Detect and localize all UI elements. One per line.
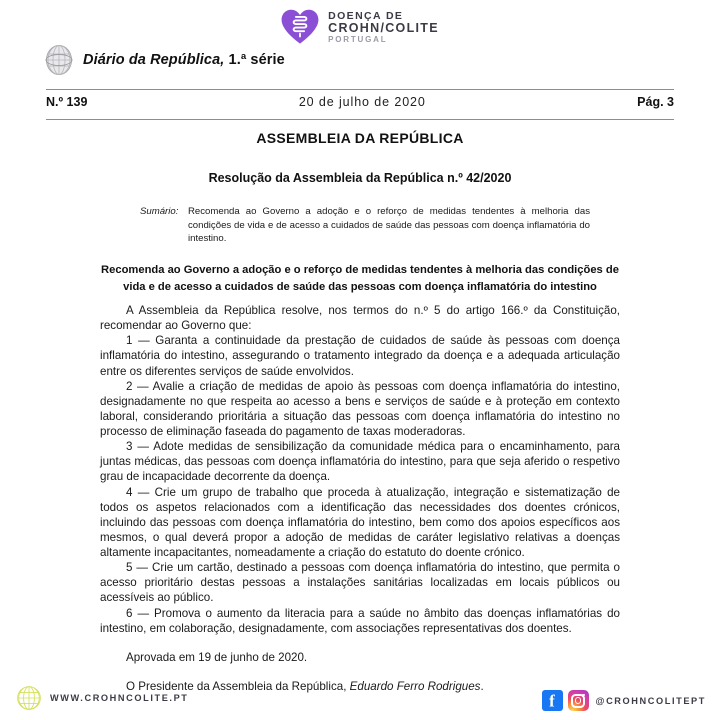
armillary-sphere-icon — [44, 44, 74, 76]
header-divider-bottom — [46, 119, 674, 120]
footer-website-group[interactable] — [16, 685, 189, 711]
issue-bar — [46, 95, 674, 109]
page-number: Pág. 3 — [637, 95, 674, 109]
signature-suffix: . — [480, 679, 484, 693]
body-item-5: 5 — Crie um cartão, destinado a pessoas com doença inflamatória do intestino, que permita o acesso prioritário destas pessoas a instalações sanitárias localizadas em locais públicos ou acessíveis ao público. — [100, 561, 620, 605]
subject-heading: Recomenda ao Governo a adoção e o reforço de medidas tendentes à melhoria das condições de vida e de acesso a cuidados de saúde das pessoas com doença inflamatória do intestino — [101, 264, 619, 293]
brand-line-2: CROHN/COLITE — [328, 20, 439, 35]
footer-social-group — [542, 690, 706, 711]
page-footer — [0, 684, 720, 714]
header-divider-top — [46, 89, 674, 90]
resolution-title: Resolução da Assembleia da República n.º 42/2020 — [208, 171, 512, 185]
signature-name: Eduardo Ferro Rodrigues — [349, 679, 481, 693]
body-item-4: 4 — Crie um grupo de trabalho que proceda à atualização, integração e sistematização de todos os aspetos relacionados com a identificação das necessidades dos doentes crónicos, incluindo das pessoas com doença inflamatória do intestino, bem como dos apoios específicos aos mesmos, o qual deverá propor a adoção de medidas de caráter legislativo relativas a doenças altamente incapacitantes, nomeadamente a criação do estatuto do doente crónico. — [100, 485, 620, 559]
masthead-title-series: 1.ª série — [224, 52, 285, 68]
brand-text-block — [328, 10, 439, 45]
masthead-title — [83, 52, 285, 68]
issue-number: N.º 139 — [46, 95, 88, 109]
resolution-body — [100, 303, 620, 694]
body-item-1: 1 — Garanta a continuidade da prestação de cuidados de saúde às pessoas com doença inflamatória do intestino, assegurando o tratamento integrado da doença e a adequada articulação entre os diferentes serviços de saúde envolvidos. — [100, 334, 620, 378]
approval-date: Aprovada em 19 de junho de 2020. — [126, 650, 308, 664]
instagram-dot — [582, 694, 584, 696]
summary-block — [140, 205, 590, 246]
crohn-colitis-heart-icon — [281, 8, 319, 46]
footer-social-handle: @CROHNCOLITEPT — [595, 695, 706, 706]
body-item-3: 3 — Adote medidas de sensibilização da comunidade médica para o encaminhamento, para juntas médicas, das pessoas com doença inflamatória do intestino, para que seja aferido o respetivo grau de incapacidade decorrente da doença. — [100, 440, 620, 484]
brand-line-1: DOENÇA DE — [328, 9, 404, 22]
body-item-2: 2 — Avalie a criação de medidas de apoio às pessoas com doença inflamatória do intestino, designadamente no que respeita ao acesso a bens e serviços de saúde e à proteção em contexto laboral, considerando prioritária a situação das pessoas com doença inflamatória do intestino no processo de eliminação faseada do pagamento de taxas moderadoras. — [100, 379, 620, 438]
instagram-lens — [575, 697, 582, 704]
instagram-icon[interactable] — [568, 690, 589, 711]
masthead-title-italic: Diário da República, — [83, 52, 225, 68]
organization-title: ASSEMBLEIA DA REPÚBLICA — [256, 130, 464, 146]
body-intro: A Assembleia da República resolve, nos termos do n.º 5 do artigo 166.º da Constituição, recomendar ao Governo que: — [100, 304, 620, 333]
footer-website-text: WWW.CROHNCOLITE.PT — [50, 693, 189, 703]
facebook-icon[interactable] — [542, 690, 563, 711]
masthead — [44, 44, 285, 76]
brand-line-3: PORTUGAL — [328, 34, 388, 44]
summary-text: Recomenda ao Governo a adoção e o reforço de medidas tendentes à melhoria das condições de vida e de acesso a cuidados de saúde das pessoas com doença inflamatória do intestino. — [188, 206, 590, 245]
globe-icon — [16, 685, 42, 711]
body-item-6: 6 — Promova o aumento da literacia para a saúde no âmbito das doenças inflamatórias do intestino, em colaboração, designadamente, com associações representativas dos doentes. — [100, 606, 620, 635]
issue-date: 20 de julho de 2020 — [298, 95, 426, 109]
summary-label: Sumário: — [140, 206, 179, 217]
brand-logo — [0, 8, 720, 46]
signature-prefix: O Presidente da Assembleia da República, — [126, 679, 350, 693]
